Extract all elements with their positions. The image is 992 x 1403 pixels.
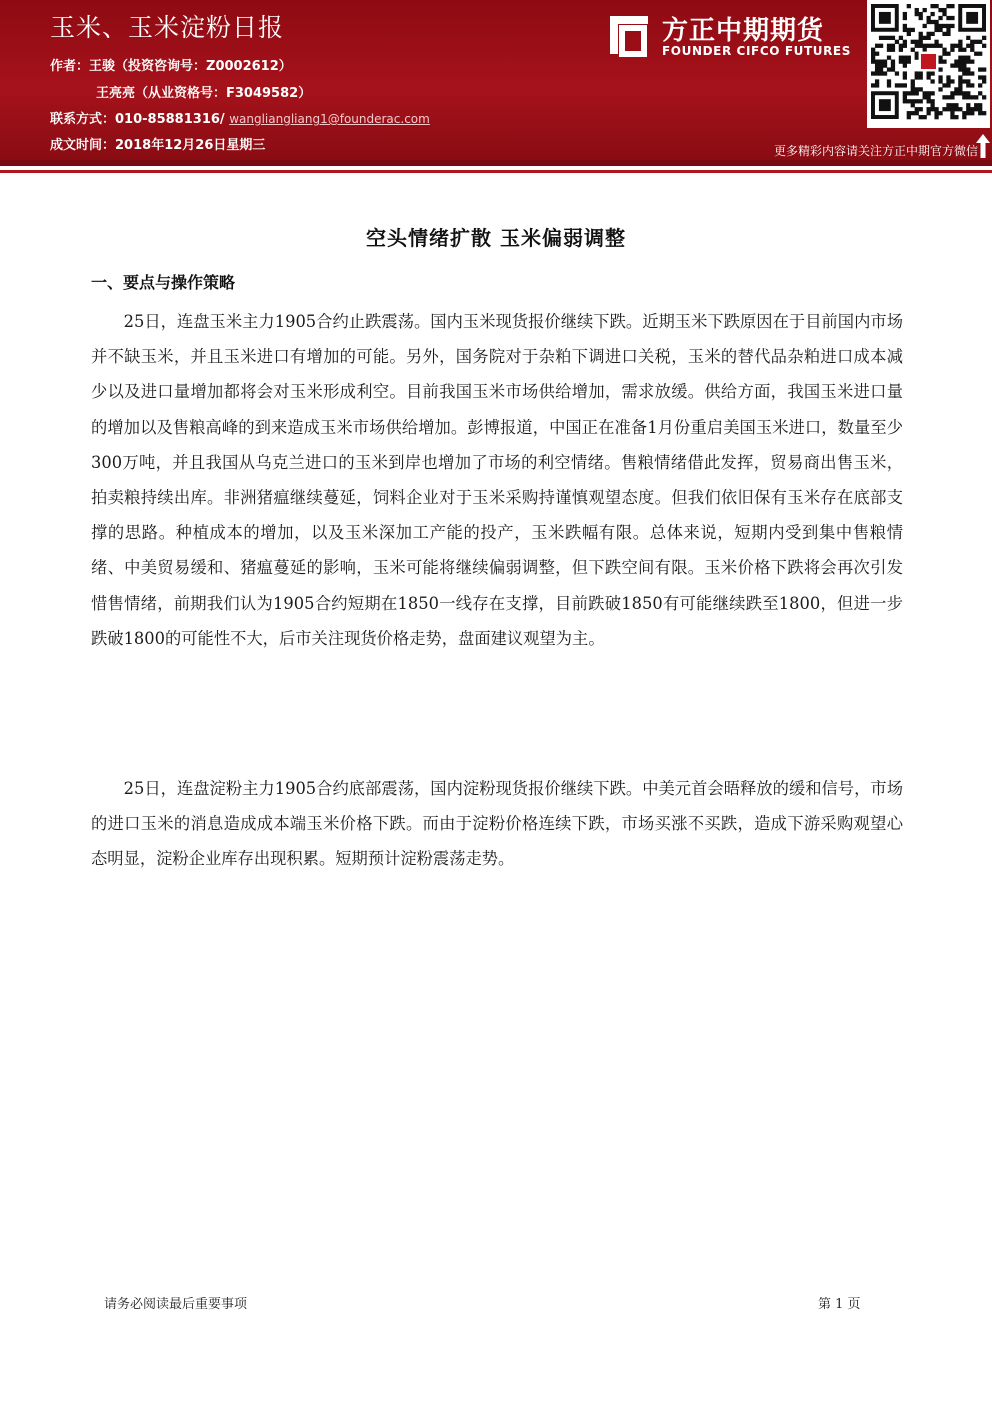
author-1: 王骏（投资咨询号：Z0002612） (89, 59, 292, 74)
footer-notice: 请务必阅读最后重要事项 (104, 1297, 248, 1312)
company-logo (604, 10, 862, 62)
qr-code-icon (867, 0, 990, 128)
contact-phone: 010-85881316/ (115, 112, 225, 127)
contact-line (50, 108, 430, 127)
author-label: 作者： (50, 59, 90, 74)
section-heading: 一、要点与操作策略 (91, 273, 236, 292)
contact-label: 联系方式： (50, 112, 116, 127)
date-value: 2018年12月26日星期三 (115, 138, 266, 153)
article-title: 空头情绪扩散 玉米偏弱调整 (366, 226, 626, 250)
header-divider-thin (0, 170, 992, 173)
author-2: 王亮亮（从业资格号：F3049582） (96, 86, 312, 101)
logo-text-en: FOUNDER CIFCO FUTURES (662, 44, 851, 58)
page-number: 第 1 页 (818, 1297, 861, 1312)
report-title: 玉米、玉米淀粉日报 (50, 13, 285, 42)
author-line-2 (96, 82, 311, 101)
date-line (50, 134, 265, 153)
follow-wechat-text: 更多精彩内容请关注方正中期官方微信 (773, 144, 978, 158)
paragraph-starch: 25日，连盘淀粉主力1905合约底部震荡，国内淀粉现货报价继续下跌。中美元首会晤释放的缓和信号，市场的进口玉米的消息造成成本端玉米价格下跌。而由于淀粉价格连续下跌，市场买涨不买跌，造成下游采购观望心态明显，淀粉企业库存出现积累。短期预计淀粉震荡走势。 (91, 779, 903, 869)
author-line (50, 55, 292, 74)
date-label: 成文时间： (50, 138, 116, 153)
contact-email-link[interactable]: wangliangliang1@founderac.com (229, 112, 430, 126)
up-arrow-icon (976, 134, 990, 158)
header-divider (0, 160, 992, 166)
wechat-qr-code[interactable] (867, 0, 990, 128)
logo-text-cn: 方正中期期货 (662, 16, 825, 46)
founder-logo-icon (604, 10, 654, 60)
paragraph-corn: 25日，连盘玉米主力1905合约止跌震荡。国内玉米现货报价继续下跌。近期玉米下跌原因在于目前国内市场并不缺玉米，并且玉米进口有增加的可能。另外，国务院对于杂粕下调进口关税，玉米的替代品杂粕进口成本减少以及进口量增加都将会对玉米形成利空。目前我国玉米市场供给增加，需求放缓。供给方面，我国玉米进口量的增加以及售粮高峰的到来造成玉米市场供给增加。彭博报道，中国正在准备1月份重启美国玉米进口，数量至少300万吨，并且我国从乌克兰进口的玉米到岸也增加了市场的利空情绪。售粮情绪借此发挥，贸易商出售玉米，拍卖粮持续出库。非洲猪瘟继续蔓延，饲料企业对于玉米采购持谨慎观望态度。但我们依旧保有玉米存在底部支撑的思路。种植成本的增加，以及玉米深加工产能的投产，玉米跌幅有限。总体来说，短期内受到集中售粮情绪、中美贸易缓和、猪瘟蔓延的影响，玉米可能将继续偏弱调整，但下跌空间有限。玉米价格下跌将会再次引发惜售情绪，前期我们认为1905合约短期在1850一线存在支撑，目前跌破1850有可能继续跌至1800，但进一步跌破1800的可能性不大，后市关注现货价格走势，盘面建议观望为主。 (91, 312, 903, 648)
